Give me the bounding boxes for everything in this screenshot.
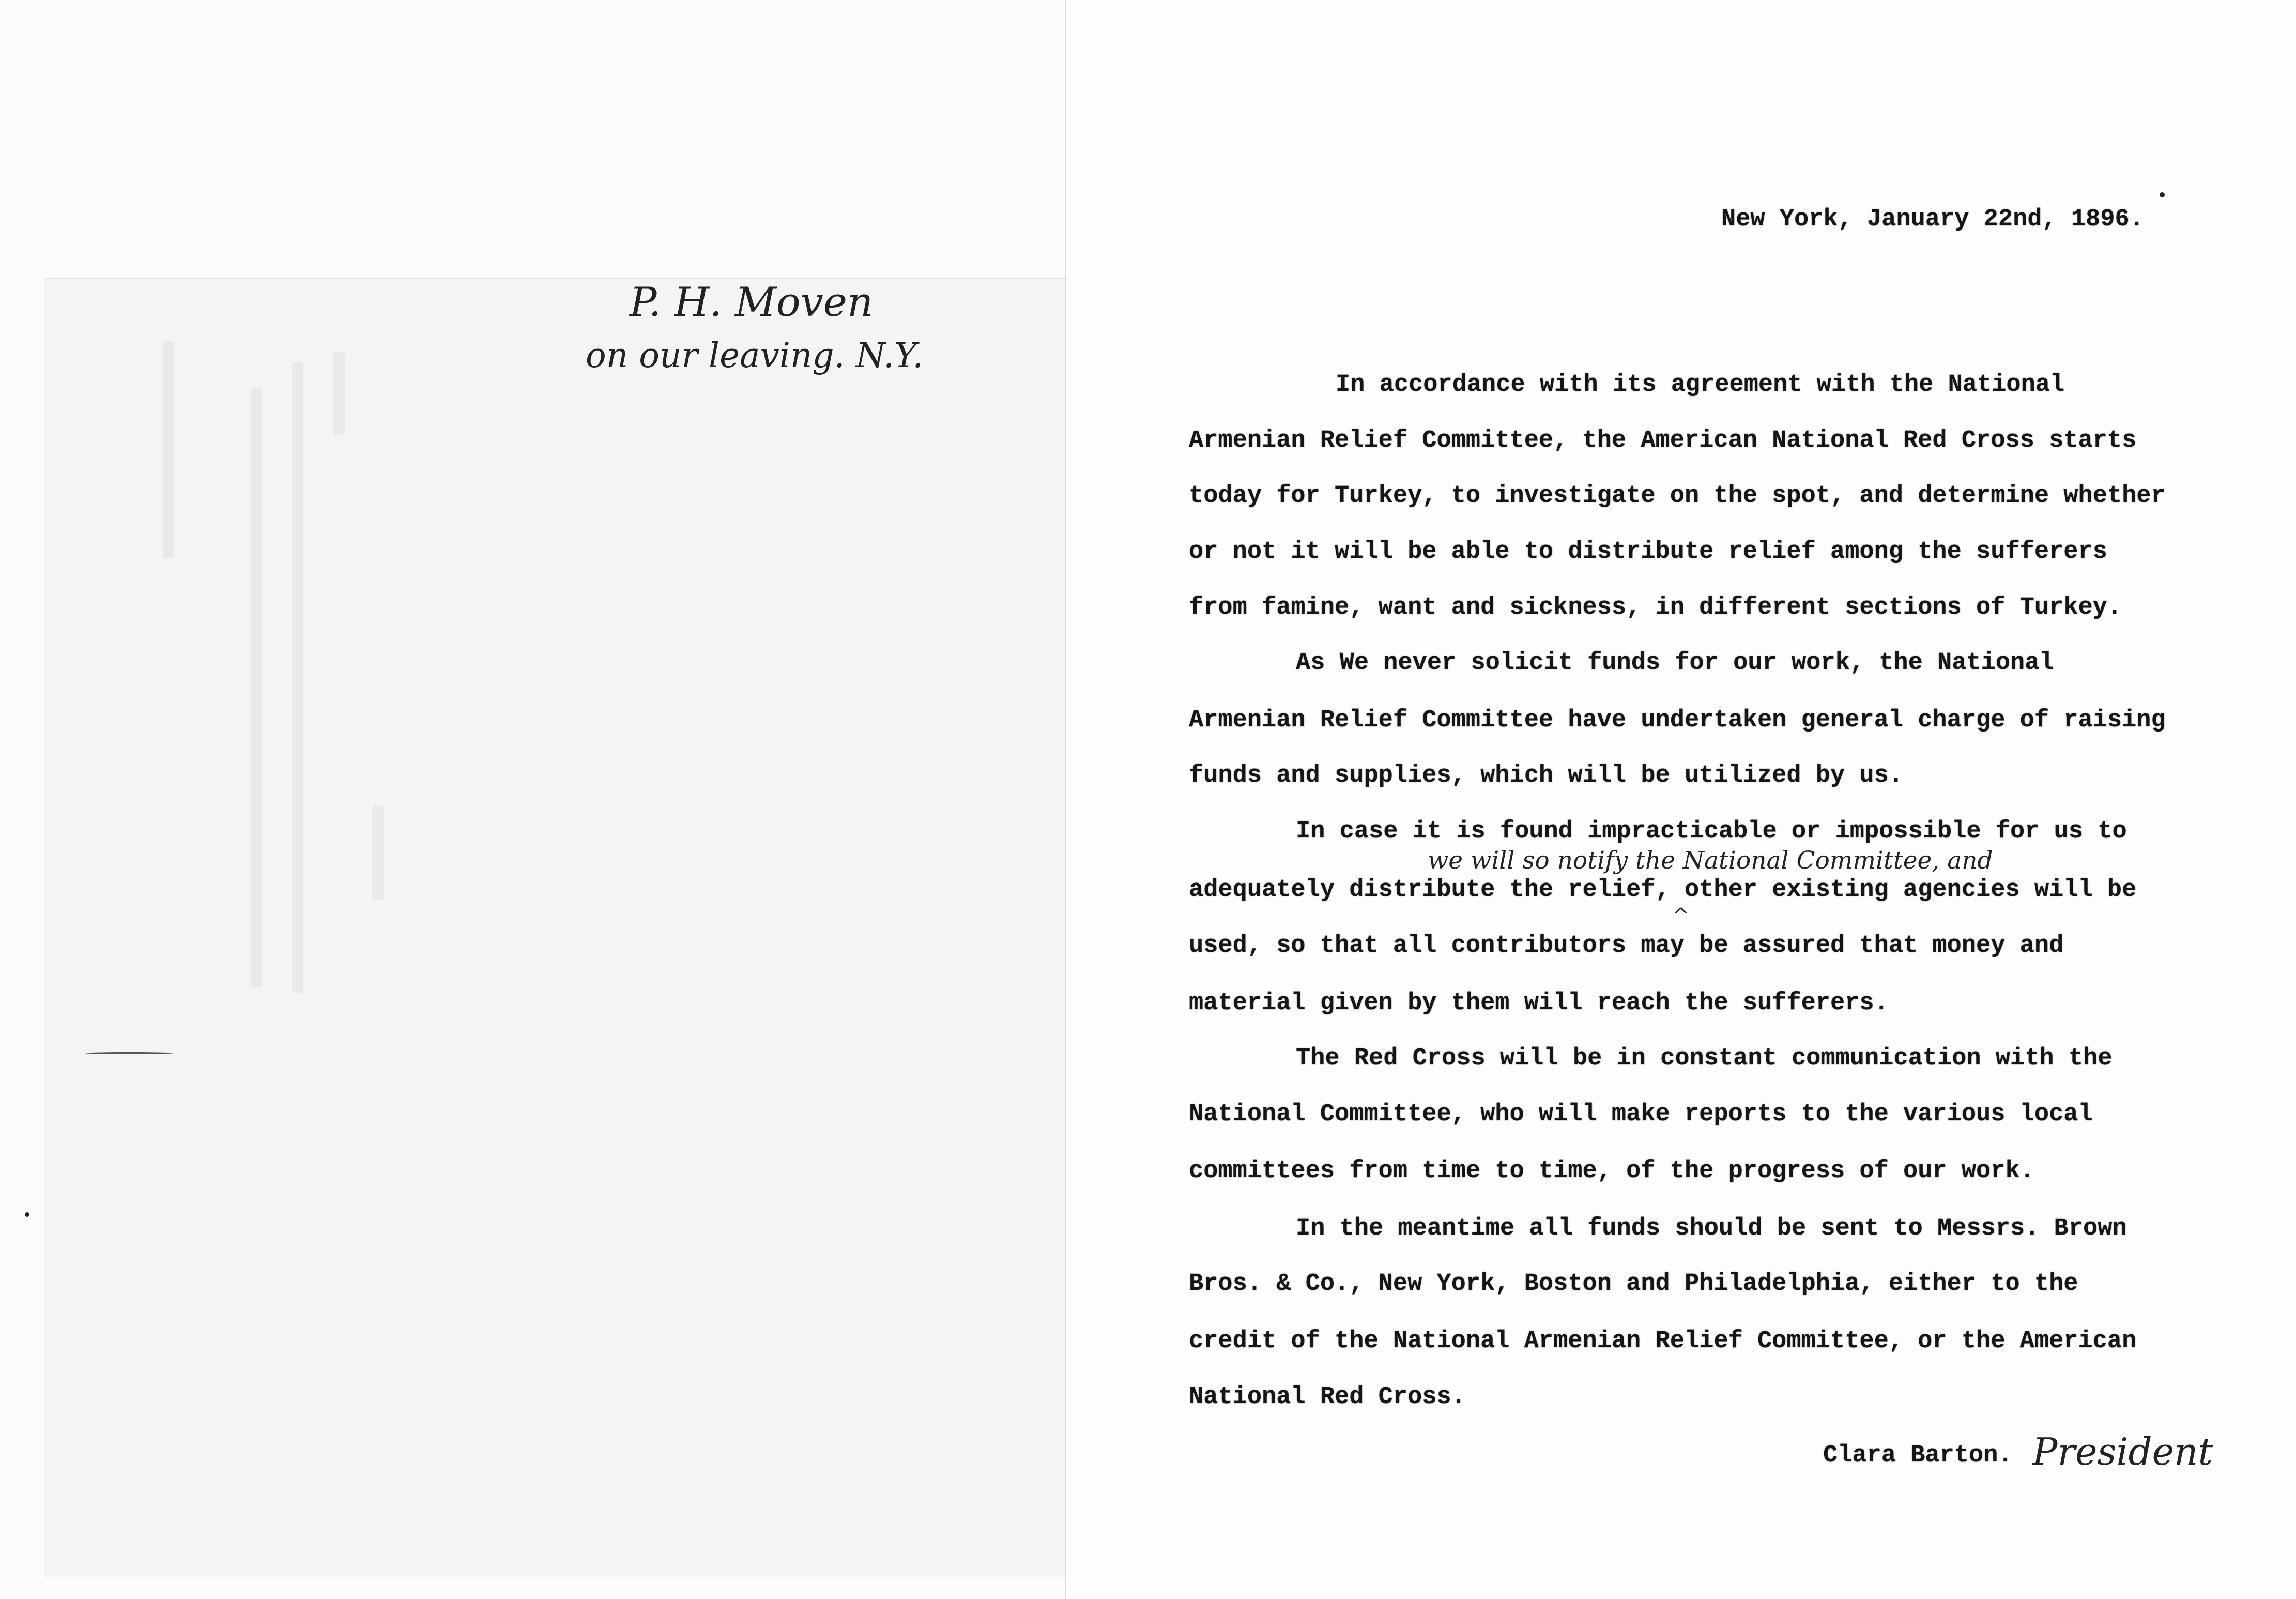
letter-line: In case it is found impracticable or impossible for us to xyxy=(1296,818,2127,845)
letter-line: from famine, want and sickness, in different sections of Turkey. xyxy=(1189,594,2122,621)
letter-line: Armenian Relief Committee, the American National Red Cross starts xyxy=(1189,427,2137,454)
letter-line: today for Turkey, to investigate on the spot, and determine whether xyxy=(1189,482,2166,510)
bleed-through-line xyxy=(292,362,303,993)
handwritten-name: P. H. Moven xyxy=(630,279,874,326)
letter-line: credit of the National Armenian Relief Committee, or the American xyxy=(1189,1328,2137,1355)
bleed-through-line xyxy=(333,352,345,434)
handwritten-insertion: we will so notify the National Committee, and xyxy=(1428,846,1993,875)
paper-mark xyxy=(85,1052,173,1054)
letter-dateline: New York, January 22nd, 1896. xyxy=(1721,206,2144,233)
left-page-sheet xyxy=(44,278,1076,1577)
bleed-through-line xyxy=(163,341,174,558)
letter-line: adequately distribute the relief, other existing agencies will be xyxy=(1189,876,2137,904)
letter-line: The Red Cross will be in constant communication with the xyxy=(1296,1045,2113,1072)
paper-mark xyxy=(2160,192,2165,197)
letter-line: material given by them will reach the sufferers. xyxy=(1189,989,1889,1017)
paper-mark xyxy=(25,1212,29,1217)
bleed-through-line xyxy=(251,388,262,987)
letter-line: Armenian Relief Committee have undertaken general charge of raising xyxy=(1189,707,2166,734)
letter-signature: Clara Barton. xyxy=(1823,1442,2013,1469)
bleed-through-line xyxy=(372,806,384,900)
handwritten-place: on our leaving. N.Y. xyxy=(586,336,924,375)
letter-line: In the meantime all funds should be sent to Messrs. Brown xyxy=(1296,1215,2127,1242)
handwritten-title: President xyxy=(2032,1430,2213,1473)
letter-line: funds and supplies, which will be utilized by us. xyxy=(1189,762,1904,789)
letter-line: In accordance with its agreement with the National xyxy=(1336,371,2065,399)
letter-line: used, so that all contributors may be assured that money and xyxy=(1189,932,2064,960)
letter-line: or not it will be able to distribute relief among the sufferers xyxy=(1189,538,2107,566)
insertion-caret: ^ xyxy=(1672,904,1690,928)
letter-line: committees from time to time, of the progress of our work. xyxy=(1189,1158,2034,1185)
letter-page xyxy=(1065,0,2296,1599)
letter-line: As We never solicit funds for our work, the National xyxy=(1296,649,2054,677)
letter-line: National Red Cross. xyxy=(1189,1383,1466,1411)
letter-line: Bros. & Co., New York, Boston and Philadelphia, either to the xyxy=(1189,1270,2078,1298)
letter-line: National Committee, who will make reports to the various local xyxy=(1189,1101,2093,1128)
